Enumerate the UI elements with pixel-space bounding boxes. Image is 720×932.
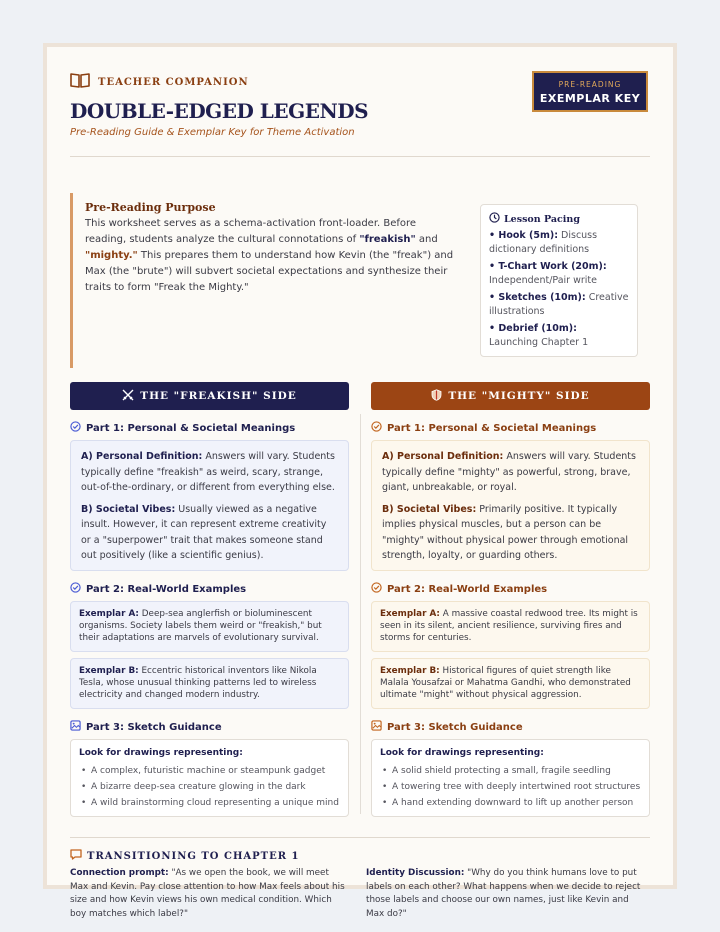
meanings-box [371,440,650,571]
sketch-heading: Look for drawings representing: [79,748,243,758]
societal-vibes [81,502,338,564]
badge-main-label: EXEMPLAR KEY [539,92,641,105]
purpose-text-1: This worksheet serves as a schema-activation front-loader. Before reading, students analyze the cultural connotations of [85,218,417,245]
meanings-box [70,440,349,571]
chat-icon [70,849,82,863]
part1-label: Part 1: Personal & Societal Meanings [86,422,296,434]
part1-label: Part 1: Personal & Societal Meanings [387,422,597,434]
badge-top-label: PRE-READING [558,80,622,89]
list-item: • A towering tree with deeply intertwined root structures [380,779,641,795]
pacing-heading-row [489,212,629,226]
list-item: • A hand extending downward to lift up another person [380,795,641,811]
book-icon [70,72,90,92]
shield-icon [431,389,442,404]
connection-prompt-label: Connection prompt: [70,868,169,878]
check-circle-icon [70,421,81,435]
pacing-item [489,229,629,257]
exemplar-a [371,601,650,652]
column-divider [360,414,361,814]
part1-heading [70,421,349,435]
sketch-guidance-box [70,739,349,817]
part3-heading [70,720,349,734]
image-icon [70,720,81,734]
exemplar-a-text: Deep-sea anglerfish or bioluminescent organisms. Society labels them weird or "freakish," but their adaptations are marvels of evolutionary survival. [79,609,322,643]
pacing-item-text: Discuss dictionary definitions [489,230,598,255]
pacing-item-label: • Debrief (10m): [489,323,577,334]
sketch-guidance-box [371,739,650,817]
part2-label: Part 2: Real-World Examples [86,583,247,595]
pacing-heading: Lesson Pacing [504,213,580,225]
freakish-header [70,382,349,410]
part3-heading [371,720,650,734]
clock-icon [489,212,500,226]
purpose-text-3: This prepares them to understand how Kevin (the "freak") and Max (the "brute") will subvert societal expectations and synthesize their traits to form "Freak the Mighty." [85,250,454,293]
part2-heading [70,582,349,596]
purpose-text [85,216,460,296]
pacing-item [489,260,629,288]
worksheet-content [70,71,650,919]
purpose-heading: Pre-Reading Purpose [85,201,216,214]
swords-icon [122,389,134,404]
part3-label: Part 3: Sketch Guidance [86,721,222,733]
definition-label: A) Personal Definition: [382,451,504,462]
part2-label: Part 2: Real-World Examples [387,583,548,595]
exemplar-b [371,658,650,709]
societal-vibes [382,502,639,564]
definition-text: Answers will vary. Students typically define "freakish" as weird, scary, strange, out-of-the-ordinary, or different from everything else. [81,451,335,493]
lesson-pacing-card [480,204,638,357]
sketch-heading: Look for drawings representing: [380,748,544,758]
purpose-text-2: and [415,234,438,245]
pacing-item-label: • T-Chart Work (20m): [489,261,607,272]
vibes-label: B) Societal Vibes: [81,503,176,515]
vibes-text: Usually viewed as a negative insult. However, it can represent extreme creativity or a "superpower" trait that makes someone stand out positively (like a scientific genius). [81,503,327,561]
part2-heading [371,582,650,596]
check-circle-icon [70,582,81,596]
transition-heading: TRANSITIONING TO CHAPTER 1 [87,850,300,862]
mighty-header-label: THE "MIGHTY" SIDE [448,390,590,402]
exemplar-a [70,601,349,652]
pacing-item-label: • Sketches (10m): [489,292,586,303]
page-subtitle: Pre-Reading Guide & Exemplar Key for Theme Activation [70,127,355,138]
check-circle-icon [371,582,382,596]
pacing-item-text: Launching Chapter 1 [489,337,589,348]
exemplar-a-text: A massive coastal redwood tree. Its might is seen in its silent, ancient resilience, surviving fires and storms for centuries. [380,609,638,643]
identity-discussion-text: "Why do you think humans love to put labels on each other? What happens when we decide to reject those labels and choose our own names, just like Kevin and Max do?" [366,868,641,919]
transition-heading-row [70,849,300,863]
footer-divider [70,837,650,838]
identity-discussion [366,867,642,921]
list-item: • A solid shield protecting a small, fragile seedling [380,763,641,779]
list-item: • A bizarre deep-sea creature glowing in the dark [79,779,340,795]
pacing-item-label: • Hook (5m): [489,230,559,241]
connection-prompt [70,867,346,921]
pacing-item [489,291,629,319]
exemplar-a-label: Exemplar A: [79,609,139,619]
exemplar-b-label: Exemplar B: [380,666,440,676]
brand-label: TEACHER COMPANION [98,76,249,88]
exemplar-b [70,658,349,709]
pacing-item [489,322,629,350]
mighty-header [371,382,650,410]
part3-label: Part 3: Sketch Guidance [387,721,523,733]
definition-text: Answers will vary. Students typically define "mighty" as powerful, strong, brave, giant, unbreakable, or royal. [382,451,636,493]
list-item: • A complex, futuristic machine or steampunk gadget [79,763,340,779]
header-divider [70,156,650,157]
connection-prompt-text: "As we open the book, we will meet Max and Kevin. Pay close attention to how Max feels about his size and how Kevin views his own medical condition. Which boy matches which label?" [70,868,345,919]
definition-label: A) Personal Definition: [81,451,203,462]
purpose-word-freakish: "freakish" [359,234,416,245]
identity-discussion-label: Identity Discussion: [366,868,465,878]
sketch-list [79,763,340,811]
vibes-text: Primarily positive. It typically implies physical muscles, but a person can be "mighty" without physical power through emotional strength, loyalty, or guarding others. [382,503,629,561]
list-item: • A wild brainstorming cloud representing a unique mind [79,795,340,811]
personal-definition [382,449,639,496]
image-icon [371,720,382,734]
mighty-column [371,382,650,817]
vibes-label: B) Societal Vibes: [382,503,477,515]
exemplar-badge [532,71,648,112]
worksheet-page [43,43,677,919]
check-circle-icon [371,421,382,435]
page-title: DOUBLE-EDGED LEGENDS [70,99,369,123]
freakish-header-label: THE "FREAKISH" SIDE [140,390,297,402]
pacing-item-text: Creative illustrations [489,292,629,317]
freakish-column [70,382,349,817]
part1-heading [371,421,650,435]
exemplar-b-text: Historical figures of quiet strength like Malala Yousafzai or Mahatma Gandhi, who demonstrated ultimate "might" without physical aggression. [380,666,631,700]
pacing-item-text: Independent/Pair write [489,275,597,286]
purpose-word-mighty: "mighty." [85,250,138,261]
sketch-list [380,763,641,811]
exemplar-a-label: Exemplar A: [380,609,440,619]
exemplar-b-text: Eccentric historical inventors like Nikola Tesla, whose unusual thinking patterns led to wireless electricity and changed modern industry. [79,666,317,700]
personal-definition [81,449,338,496]
exemplar-b-label: Exemplar B: [79,666,139,676]
purpose-section [70,193,460,368]
